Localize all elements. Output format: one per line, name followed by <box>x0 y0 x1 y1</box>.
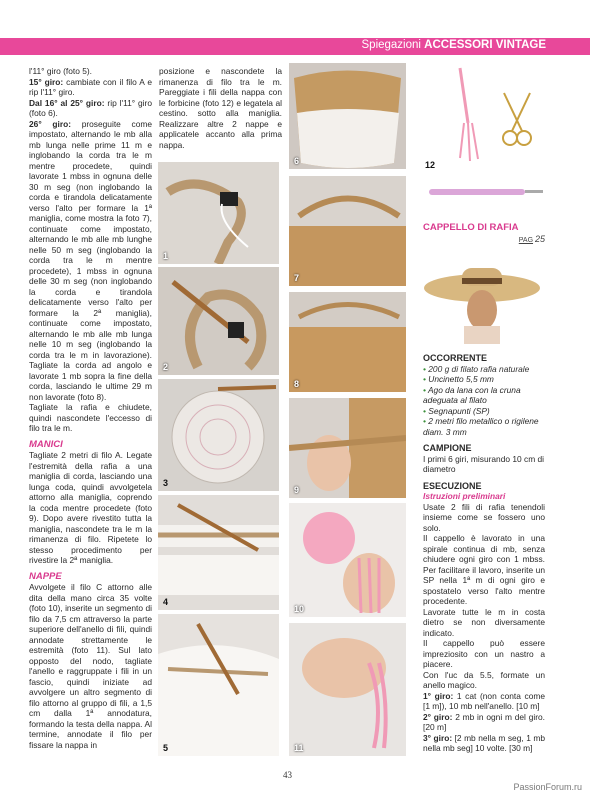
photo-8 <box>289 292 406 392</box>
text-column-4 <box>423 347 545 754</box>
paragraph: l'11° giro (foto 5). <box>29 66 92 76</box>
section-title-campione: CAMPIONE <box>423 443 472 453</box>
photo-number: 11 <box>294 743 304 753</box>
paragraph: 26° giro: proseguite come impostato, alternando le mb alla mb lunga nelle prime 11 m e inglobando la corda tra le m mentre procedete, quindi lavorate 1 mbss in ognuna delle 30 m seg (non inglobando la corda e tirandola delicatamente verso l'alto per formare la 1ª maniglia, come mostra la foto 7), continuate come impostato, alternando le mb alle mb lunghe nelle 50 m seg (inglobando la corda tra le m mentre procedete), 1 mbss in ognuna delle 30 m seg (non inglobando la corda e tirandola delicatamente verso l'alto per formare la 2ª maniglia), continuate come impostato, alternando le mb alle mb lunga nelle 10 m seg (inglobando la corda tra le m in lavorazione). Tagliate la corda ad angolo e lavorate 1 mb sopra la fine della corda, lasciando le ultime 29 m non lavorate (foto 8). <box>29 118 152 402</box>
hat-title: CAPPELLO DI RAFIA <box>423 222 519 233</box>
straw-hat-illustration <box>420 258 545 344</box>
photo-1 <box>158 162 279 264</box>
basket-stripes-illustration <box>289 63 406 169</box>
photo-2 <box>158 267 279 375</box>
photo-number: 8 <box>294 379 300 389</box>
photo-11 <box>289 623 406 756</box>
paragraph: 3° giro: [2 mb nella m seg, 1 mb nella mb seg] 10 volte. [30 m] <box>423 732 545 753</box>
section-title-esecuzione: ESECUZIONE <box>423 480 482 491</box>
photo-number: 1 <box>163 251 169 261</box>
section-title-nappe: NAPPE <box>29 570 62 582</box>
list-item: • Uncinetto 5,5 mm <box>423 374 494 384</box>
paragraph: Avvolgete il filo C attorno alle dita della mano circa 35 volte (foto 10), inserite un segmento di filo da 7,5 cm attraverso la parte superiore dell'anello di fili, quindi annodate strettamente le estremità (foto 11). Sul lato opposto del nodo, tagliate l'anello e raggruppate i fili in un fascio, quindi iniziate ad avvolgere un altro segmento di filo attorno al gruppo di fili, a 1,5 cm dalla 1ª annodatura, formando la testa della nappa. Al termine, annodate il filo per fissare la nappa in <box>29 582 152 750</box>
paragraph: Il cappello può essere impreziosito con un nastro a piacere. <box>423 638 545 669</box>
basket-weave-illustration <box>289 292 406 392</box>
paragraph: Con l'uc da 5.5, formate un anello magico. <box>423 669 545 690</box>
photo-number: 9 <box>294 485 300 495</box>
watermark: PassionForum.ru <box>513 782 582 792</box>
paragraph: Il cappello è lavorato in una spirale continua di mb, senza chiudere ogni giro con 1 mbss. Per facilitare il lavoro, inserite un SP nella 1ª m di ogni giro e spostatelo verso l'alto mentre procedente. <box>423 533 545 606</box>
paragraph: Lavorate tutte le m in costa dietro se non diversamente indicato. <box>423 606 545 638</box>
text-column-2 <box>159 66 282 150</box>
photo-4 <box>158 495 279 610</box>
paragraph: I primi 6 giri, misurando 10 cm di diametro <box>423 453 545 474</box>
photo-10 <box>289 503 406 617</box>
yarn-ball-illustration <box>289 503 406 617</box>
scissors-tassel-illustration <box>420 63 545 173</box>
photo-9 <box>289 398 406 498</box>
photo-number: 2 <box>163 362 169 372</box>
photo-number: 4 <box>163 597 169 607</box>
photo-number: 6 <box>294 156 300 166</box>
photo-number: 5 <box>163 743 169 753</box>
wrapping-handle-illustration <box>289 398 406 498</box>
paragraph: 1° giro: 1 cat (non conta come [1 m]), 10 mb nell'anello. [10 m] <box>423 690 545 711</box>
paragraph: Dal 16° al 25° giro: rip l'11° giro (foto 6). <box>29 97 152 118</box>
paragraph: Tagliate la rafia e chiudete, quindi nascondete l'eccesso di filo tra le m. <box>29 402 152 433</box>
rope-row-illustration <box>158 495 279 610</box>
crochet-disc-illustration <box>158 379 279 491</box>
crochet-hook-icon <box>425 183 545 201</box>
subsection-title: Istruzioni preliminari <box>423 491 506 501</box>
header-section: Spiegazioni <box>361 39 421 51</box>
photo-6 <box>289 63 406 169</box>
hat-title-block <box>423 223 545 246</box>
text-column-1 <box>29 66 152 750</box>
paragraph: Usate 2 fili di rafia tenendoli insieme come se fossero uno solo. <box>423 501 545 533</box>
hat-model-photo <box>420 258 545 344</box>
rope-knot-illustration <box>158 162 279 264</box>
paragraph: 2° giro: 2 mb in ogni m del giro. [20 m] <box>423 711 545 732</box>
header-section-title: ACCESSORI VINTAGE <box>424 39 546 51</box>
page-ref: PAG 25 <box>518 233 545 244</box>
photo-number: 7 <box>294 273 300 283</box>
photo-7 <box>289 176 406 286</box>
photo-12 <box>420 63 545 173</box>
photo-3 <box>158 379 279 491</box>
photo-5 <box>158 614 279 756</box>
basket-handle-illustration <box>289 176 406 286</box>
crochet-hook-image <box>425 183 545 201</box>
list-item: • 2 metri filo metallico o rigilene diam. 3 mm <box>423 416 539 437</box>
list-item: • Segnapunti (SP) <box>423 405 490 416</box>
paragraph: 15° giro: cambiate con il filo A e rip l'11° giro. <box>29 76 152 97</box>
basket-edge-illustration <box>158 614 279 756</box>
header-bar <box>0 38 590 55</box>
paragraph: posizione e nascondete la rimanenza di filo tra le m. Pareggiate i fili della nappa con le forbicine (foto 12) e legatela al cestino. sotto alla maniglia. Realizzare altre 2 nappe e applicatele accanto alla prima nappa. <box>159 66 282 150</box>
page-number: 43 <box>283 770 292 780</box>
list-item: • Ago da lana con la cruna adeguata al filato <box>423 384 521 405</box>
list-item: • 200 g di filato rafia naturale <box>423 363 530 374</box>
tassel-hand-illustration <box>289 623 406 756</box>
section-title-manici: MANICI <box>29 438 63 450</box>
rope-hook-illustration <box>158 267 279 375</box>
photo-number: 12 <box>425 160 436 170</box>
header-title <box>362 39 547 51</box>
photo-number: 10 <box>294 604 305 614</box>
section-title-occorrente: OCCORRENTE <box>423 353 488 363</box>
photo-number: 3 <box>163 478 169 488</box>
paragraph: Tagliate 2 metri di filo A. Legate l'estremità della rafia a una maniglia di corda, lasciando una lunga coda, quindi avvolgetela attorno alla maniglia, coprendo la coda mentre procedete (foto 9). Dopo avere rivestito tutta la maniglia, nascondete tra le m la rimanenza di filo. Ripetete lo stesso procedimento per rivestire la 2ª maniglia. <box>29 450 152 565</box>
